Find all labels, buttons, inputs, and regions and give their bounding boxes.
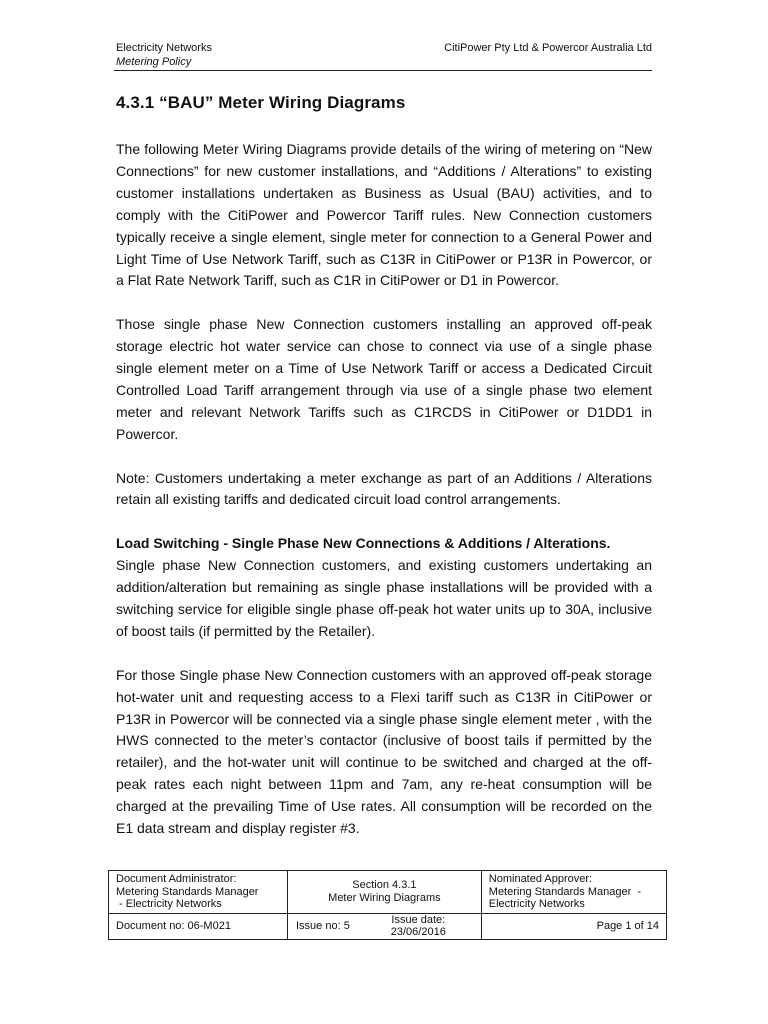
footer-admin-value: Metering Standards Manager (116, 885, 259, 898)
footer-page-number: Page 1 of 14 (481, 913, 666, 939)
paragraph-note: Note: Customers undertaking a meter exchange as part of an Additions / Alterations retain all existing tariffs and dedicated circuit load control arrangements. (116, 469, 652, 508)
header-divider (114, 70, 652, 71)
document-body (116, 139, 652, 862)
footer-issue-date-label: Issue date: (391, 913, 446, 926)
header-org-right: CitiPower Pty Ltd & Powercor Australia Ltd (444, 42, 652, 54)
header-org-left: Electricity Networks (116, 42, 212, 54)
footer-approver-label: Nominated Approver: (488, 873, 593, 885)
paragraph-single-phase: Those single phase New Connection customers installing an approved off-peak storage electric hot water service can chose to connect via use of a single phase single element meter on a Time of Use Network Tariff or access a Dedicated Circuit Controlled Load Tariff arrangement through via use of a single phase two element meter and relevant Network Tariffs such as C1RCDS in CitiPower or D1DD1 in Powercor. (116, 316, 652, 442)
paragraph-intro: The following Meter Wiring Diagrams provide details of the wiring of metering on “New Connections” for new customer installations, and “Additions / Alterations” to existing customer installations undertaken as Business as Usual (BAU) activities, and to comply with the CitiPower and Powercor Tariff rules. New Connection customers typically receive a single element, single meter for connection to a General Power and Light Time of Use Network Tariff, such as C13R in CitiPower or P13R in Powercor, or a Flat Rate Network Tariff, such as C1R in CitiPower or D1 in Powercor. (116, 141, 652, 289)
footer-row-1 (109, 871, 667, 914)
footer-issue-no: Issue no: 5 (296, 919, 350, 932)
footer-admin-value-2: - Electricity Networks (116, 898, 222, 910)
footer-doc-no: Document no: 06-M021 (109, 913, 288, 939)
section-heading: 4.3.1 “BAU” Meter Wiring Diagrams (116, 93, 406, 112)
footer-issue-date-value: 23/06/2016 (390, 926, 446, 938)
paragraph-flexi-tariff: For those Single phase New Connection customers with an approved off-peak storage hot-water unit and requesting access to a Flexi tariff such as C13R in CitiPower or P13R in Powercor will be connected via a single phase single element meter , with the HWS connected to the meter’s contactor (inclusive of boost tails if permitted by the retailer), and the hot-water unit will continue to be switched and charged at the off-peak rates each night between 11pm and 7am, any re-heat consumption will be charged at the prevailing Time of Use rates. All consumption will be recorded on the E1 data stream and display register #3. (116, 666, 652, 837)
footer-approver-cell (481, 871, 666, 914)
load-switching-heading: Load Switching - Single Phase New Connections & Additions / Alterations. (116, 535, 611, 552)
paragraph-load-switching: Single phase New Connection customers, and existing customers undertaking an addition/alteration but remaining as single phase installations will be provided with a switching service for eligible single phase off-peak hot water units up to 30A, inclusive of boost tails (if permitted by the Retailer). (116, 557, 652, 639)
footer-section-cell (288, 871, 482, 914)
footer-approver-value-2: Electricity Networks (488, 898, 585, 910)
footer-admin-label: Document Administrator: (116, 873, 237, 885)
footer-approver-value: Metering Standards Manager - (488, 885, 642, 898)
header-subtitle: Metering Policy (116, 56, 192, 68)
footer-issue-cell (288, 913, 482, 939)
footer-section-title: Meter Wiring Diagrams (328, 891, 441, 904)
footer-row-2 (109, 913, 667, 939)
footer-issue-date (356, 914, 481, 939)
document-footer-table (108, 870, 667, 940)
footer-administrator-cell (109, 871, 288, 914)
page-header-left (116, 41, 212, 69)
footer-section-number: Section 4.3.1 (352, 879, 417, 892)
